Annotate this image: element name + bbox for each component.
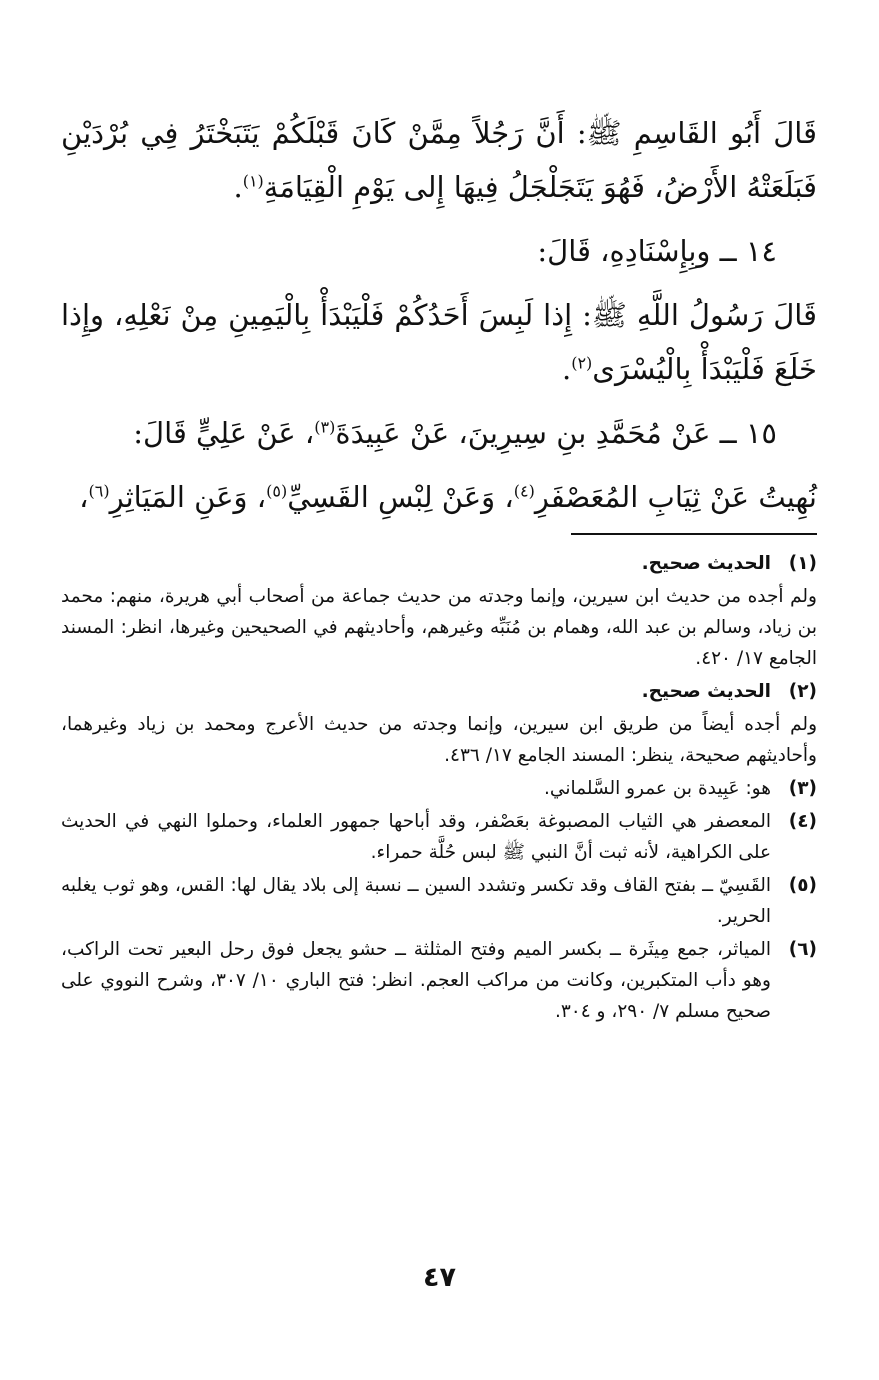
paragraph-text: ١٥ ــ عَنْ مُحَمَّدِ بنِ سِيرِينَ، عَنْ عَبِيدَةَ [335,416,777,450]
hadith-paragraph-2 [61,288,817,396]
footnote-ref-1: (١) [242,171,264,191]
footnote-head-text: الحديث صحيح. [641,681,771,702]
footnote-4 [61,806,817,868]
hadith-paragraph-1 [61,106,817,214]
footnote-head-text: الحديث صحيح. [641,553,771,574]
footnote-number: (١) [788,553,817,574]
paragraph-text: ، وَعَنْ لِبْسِ القَسِيِّ [287,480,514,514]
footnote-ref-6: (٦) [88,481,110,501]
footnote-ref-2: (٢) [571,353,593,373]
footnote-number: (٣) [788,778,817,799]
footnote-6 [61,934,817,1027]
footnote-body: القَسِيّ ــ بفتح القاف وقد تكسر وتشدد السين ــ نسبة إلى بلاد يقال لها: القس، وهو ثوب يغلبه الحرير. [61,875,771,927]
footnote-2 [61,676,817,707]
footnote-heading [61,676,771,707]
footnote-number: (٦) [788,939,817,960]
footnote-2-body: ولم أجده أيضاً من طريق ابن سيرين، وإنما وجدته من حديث الأعرج ومحمد بن زياد وغيرهما، وأحاديثهم صحيحة، ينظر: المسند الجامع ١٧/ ٤٣٦. [61,714,817,766]
hadith-paragraph-3 [61,470,817,524]
hadith-14-heading [61,224,817,278]
footnotes [61,548,817,1029]
paragraph-text: نُهِيتُ عَنْ ثِيَابِ المُعَصْفَرِ [534,480,817,514]
footnote-ref-3: (٣) [314,417,336,437]
paragraph-end: . [233,170,243,204]
footnote-1 [61,548,817,579]
paragraph-text: ، عَنْ عَلِيٍّ قَالَ: [133,416,315,450]
footnote-separator [571,533,817,535]
paragraph-end: . [561,352,572,386]
footnote-5 [61,870,817,932]
footnote-ref-5: (٥) [266,481,288,501]
paragraph-text: قَالَ رَسُولُ اللَّهِ ﷺ: إِذا لَبِسَ أَحَدُكُمْ فَلْيَبْدَأْ بِالْيَمِينِ مِنْ نَعْلِهِ، وإِذا خَلَعَ فَلْيَبْدَأْ بِالْيُسْرَى [61,298,817,386]
footnote-body: المياثر، جمع مِيثَرة ــ بكسر الميم وفتح المثلثة ــ حشو يجعل فوق رحل البعير تحت الراكب، وهو دأب المتكبرين، وكانت من مراكب العجم. انظر: فتح الباري ١٠/ ٣٠٧، وشرح النووي على صحيح مسلم ٧/ ٢٩٠، و ٣٠٤. [61,939,771,1022]
paragraph-end: ، [79,480,89,514]
footnote-3 [61,773,817,804]
footnote-number: (٤) [788,811,817,832]
footnote-body: المعصفر هي الثياب المصبوغة بعَصْفر، وقد أباحها جمهور العلماء، وحملوا النهي في الحديث على الكراهية، لأنه ثبت أنَّ النبي ﷺ لبس حُلَّة حمراء. [61,811,771,863]
footnote-heading [61,548,771,579]
footnote-number: (٢) [788,681,817,702]
page-number: ٤٧ [423,1262,456,1293]
footnote-ref-4: (٤) [513,481,535,501]
footnote-number: (٥) [788,875,817,896]
main-text [61,106,817,534]
footnote-body: هو: عَبِيدة بن عمرو السَّلماني. [544,778,771,799]
paragraph-text: ، وَعَنِ المَيَاثِرِ [109,480,267,514]
footnote-1-body: ولم أجده من حديث ابن سيرين، وإنما وجدته من حديث جماعة من أصحاب أبي هريرة، منهم: محمد بن زياد، وسالم بن عبد الله، وهمام بن مُنَبِّه وغيرهم، وأحاديثهم في الصحيحين وغيرها، انظر: المسند الجامع ١٧/ ٤٢٠. [61,586,817,669]
hadith-15-heading [61,406,817,460]
paragraph-text: قَالَ أَبُو القَاسِمِ ﷺ: أَنَّ رَجُلاً مِمَّنْ كَانَ قَبْلَكُمْ يَتَبَخْتَرُ فِي بُرْدَيْنِ فَبَلَعَتْهُ الأَرْضُ، فَهُوَ يَتَجَلْجَلُ فِيهَا إِلى يَوْمِ الْقِيَامَةِ [61,116,817,204]
paragraph-text: ١٤ ــ وبِإِسْنَادِهِ، قَالَ: [537,234,777,268]
